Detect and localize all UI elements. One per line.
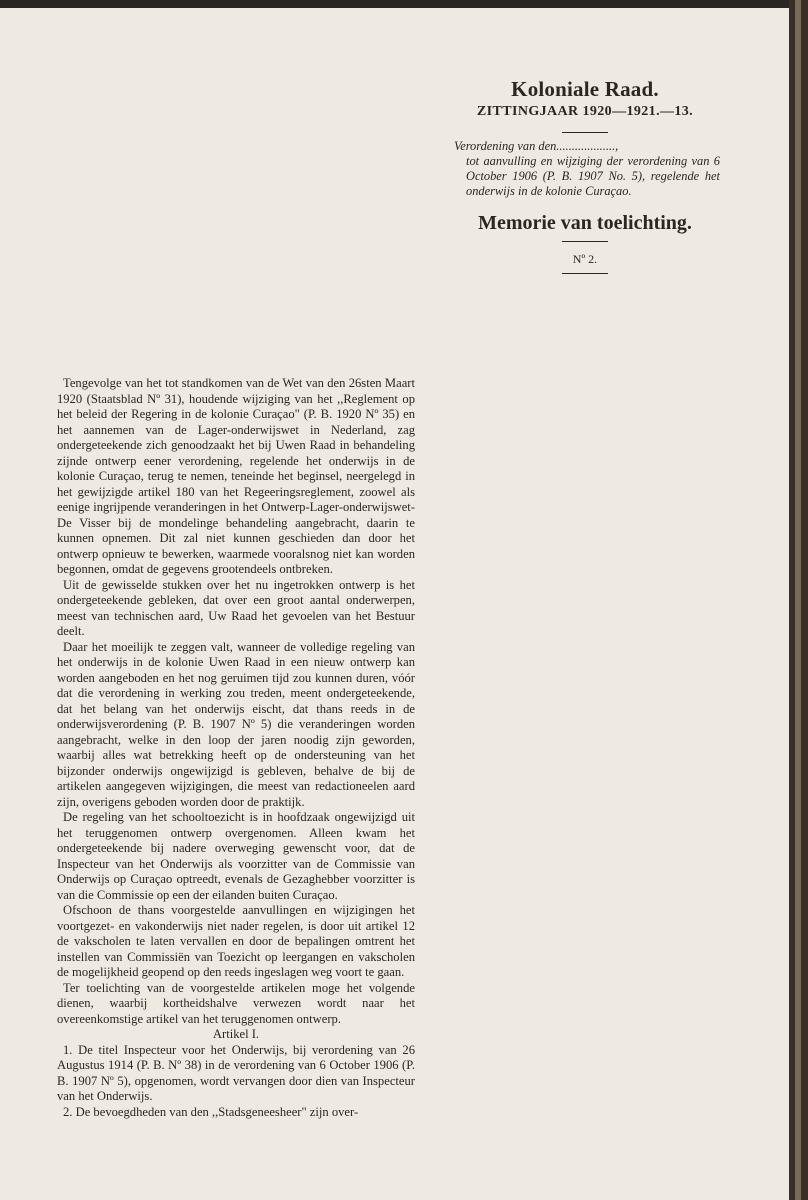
ordinance-line-1: Verordening van den...................,	[454, 139, 619, 153]
article-heading: Artikel I.	[212, 1027, 260, 1041]
article-item: 1. De titel Inspecteur voor het Onderwijs, bij verordening van 26 Augustus 1914 (P. B. Nº 38) in de verordening van 6 October 1906 (P. B. 1907 Nº 5), opgenomen, wordt vervangen door dien van Inspecteur van het Onderwijs.	[57, 1042, 415, 1103]
council-title: Koloniale Raad.	[511, 77, 659, 101]
divider	[562, 132, 608, 133]
session-title: ZITTINGJAAR 1920—1921.—13.	[476, 104, 694, 119]
ordinance-line-2: tot aanvulling en wijziging der verordening van 6 October 1906 (P. B. 1907 No. 5), regelende het onderwijs in de kolonie Curaçao.	[466, 154, 720, 198]
paragraph: Ter toelichting van de voorgestelde artikelen moge het volgende dienen, waarbij kortheidshalve verwezen wordt naar het overeenkomstige artikel van het teruggenomen ontwerp.	[57, 980, 415, 1026]
paragraph: Ofschoon de thans voorgestelde aanvullingen en wijzigingen het voortgezet- en vakonderwijs niet nader regelen, is door uit artikel 12 de vakscholen te laten vervallen en door de bepalingen omtrent het instellen van Commissiën van Toezicht op leergangen en vakscholen de mogelijkheid geopend op den reeds ingeslagen weg voort te gaan.	[57, 903, 415, 979]
page-edge-highlight	[795, 0, 801, 1200]
divider	[562, 273, 608, 274]
article-item: 2. De bevoegdheden van den ,,Stadsgeneesheer" zijn over-	[63, 1104, 359, 1119]
header-column	[450, 76, 720, 274]
divider	[562, 241, 608, 242]
paragraph: Uit de gewisselde stukken over het nu ingetrokken ontwerp is het ondergeteekende gebleken, dat over een groot aantal onderwerpen, meest van technischen aard, Uw Raad het gevoelen van het Bestuur deelt.	[57, 577, 415, 638]
memo-title: Memorie van toelichting.	[478, 212, 692, 234]
document-page	[0, 8, 789, 1200]
ordinance-description	[454, 139, 720, 199]
paragraph: Daar het moeilijk te zeggen valt, wanneer de volledige regeling van het onderwijs in de kolonie Uwen Raad in een nieuw ontwerp kan worden aangeboden en het nog geruimen tijd zou kunnen duren, vóór dat die verordening in werking zou treden, meent ondergeteekende, dat het belang van het onderwijs eischt, dat thans reeds in de onderwijsverordening (P. B. 1907 Nº 5) die veranderingen worden aangebracht, welke in den loop der jaren noodig zijn geworden, waarbij alles wat betrekking heeft op de ondersteuning van het bijzonder onderwijs ongewijzigd is gebleven, behalve de bij de artikelen aangegeven wijzigingen, die meest van redactioneelen aard zijn, overigens geboden worden door de praktijk.	[57, 639, 415, 809]
memo-body	[57, 376, 415, 1120]
paragraph: De regeling van het schooltoezicht is in hoofdzaak ongewijzigd uit het teruggenomen ontwerp overgenomen. Alleen kwam het ondergeteekende bij nadere overweging gewenscht voor, dat de Inspecteur van het Onderwijs als voorzitter van de Commissie van Onderwijs op Curaçao optreedt, evenals de Gezaghebber voorzitter is van die Commissie op een der eilanden buiten Curaçao.	[57, 810, 415, 902]
paragraph: Tengevolge van het tot standkomen van de Wet van den 26sten Maart 1920 (Staatsblad Nº 31), houdende wijziging van het ,,Reglement op het beleid der Regering in de kolonie Curaçao" (P. B. 1920 Nº 35) en het aannemen van de Lager-onderwijswet in Nederland, zag ondergeteekende zich genoodzaakt het bij Uwen Raad in behandeling zijnde ontwerp eener verordening, regelende het onderwijs in de kolonie Curaçao, terug te nemen, teneinde het beginsel, neergelegd in het gewijzigde artikel 180 van het Regeeringsreglement, zoowel als eenige ingrijpende veranderingen in het Ontwerp-Lager-onderwijswet-De Visser bij de mondelinge behandeling aangebracht, daarin te kunnen opnemen. Dit zal niet kunnen geschieden dan door het ontwerp opnieuw te bewerken, waarmede vooralsnog niet kan worden begonnen, omdat de gegevens grootendeels ontbreken.	[57, 376, 415, 576]
memo-number: Nº 2.	[572, 252, 598, 266]
